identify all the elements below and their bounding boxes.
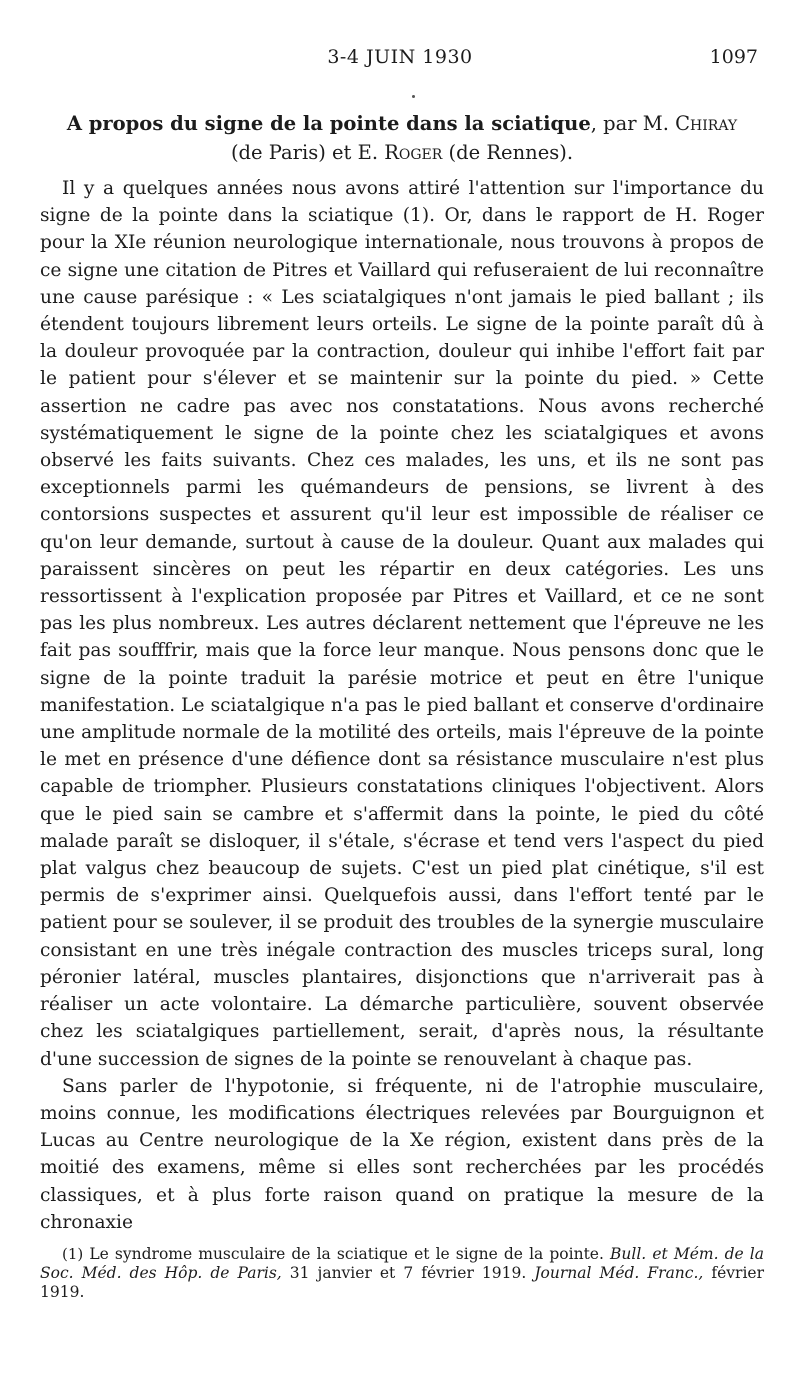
issue-date: 3-4 JUIN 1930 [327, 46, 473, 68]
article-title: A propos du signe de la pointe dans la sciatique [66, 112, 591, 135]
footnote-text: Le syndrome musculaire de la sciatique et le signe de la pointe. [83, 1245, 611, 1263]
footnote-text: février 1919. [40, 1264, 764, 1301]
footnote-text: 31 janvier et 7 février 1919. [281, 1264, 535, 1282]
byline-part: (de Rennes). [442, 141, 574, 164]
running-head [0, 46, 800, 72]
author-roger: Roger [384, 141, 443, 164]
footnote [40, 1245, 764, 1302]
author-chiray: Chiray [675, 112, 738, 135]
body-paragraph: Sans parler de l'hypotonie, si fréquente, ni de l'atrophie musculaire, moins connue, les modifications électriques relevées par Bourguignon et Lucas au Centre neurologique de la Xe région, existent dans près de la moitié des examens, même si elles sont recherchées par les procédés classiques, et à plus forte raison quand on pratique la mesure de la chronaxie [40, 1075, 764, 1233]
footnote-source: Journal Méd. Franc., [534, 1264, 704, 1282]
byline-part: , par M. [590, 112, 676, 135]
body-paragraph: Il y a quelques années nous avons attiré l'attention sur l'importance du signe de la pointe dans la sciatique (1). Or, dans le rapport de H. Roger pour la XIe réunion neurologique internationale, nous trouvons à propos de ce signe une citation de Pitres et Vaillard qui refuseraient de lui reconnaître une cause parésique : « Les sciatalgiques n'ont jamais le pied ballant ; ils étendent toujours librement leurs orteils. Le signe de la pointe paraît dû à la douleur provoquée par la contraction, douleur qui inhibe l'effort fait par le patient pour s'élever et se maintenir sur la pointe du pied. » Cette assertion ne cadre pas avec nos constatations. Nous avons recherché systématiquement le signe de la pointe chez les sciatalgiques et avons observé les faits suivants. Chez ces malades, les uns, et ils ne sont pas exceptionnels parmi les quémandeurs de pensions, se livrent à des contorsions suspectes et assurent qu'il leur est impossible de réaliser ce qu'on leur demande, surtout à cause de la douleur. Quant aux malades qui paraissent sincères on peut les répartir en deux catégories. Les uns ressortissent à l'explication proposée par Pitres et Vaillard, et ce ne sont pas les plus nombreux. Les autres déclarent nettement que l'épreuve ne les fait pas soufffrir, mais que la force leur manque. Nous pensons donc que le signe de la pointe traduit la parésie motrice et peut en être l'unique manifestation. Le sciatalgique n'a pas le pied ballant et conserve d'ordinaire une amplitude normale de la motilité des orteils, mais l'épreuve de la pointe le met en présence d'une défience dont sa résistance musculaire n'est plus capable de triompher. Plusieurs constatations cliniques l'objectivent. Alors que le pied sain se cambre et s'affermit dans la pointe, le pied du côté malade paraît se disloquer, il s'étale, s'écrase et tend vers l'aspect du pied plat valgus chez beaucoup de sujets. C'est un pied plat cinétique, s'il est permis de s'exprimer ainsi. Quelquefois aussi, dans l'effort tenté par le patient pour se soulever, il se produit des troubles de la synergie musculaire consistant en une très inégale contraction des muscles triceps sural, long péronier latéral, muscles plantaires, disjonctions que n'arriverait pas à réaliser un acte volontaire. La démarche particulière, souvent observée chez les sciatalgiques partiellement, serait, d'après nous, la résultante d'une succession de signes de la pointe se renouvelant à chaque pas. [40, 178, 764, 1070]
page-number: 1097 [709, 46, 758, 68]
article-heading [40, 109, 764, 167]
byline-part: (de Paris) et E. [230, 141, 385, 164]
article-body [40, 175, 764, 1236]
footnote-marker: (1) [62, 1245, 84, 1263]
footnote-source: Bull. et Mém. de la Soc. Méd. des Hôp. de Paris, [40, 1245, 764, 1282]
speck-mark [412, 95, 415, 98]
